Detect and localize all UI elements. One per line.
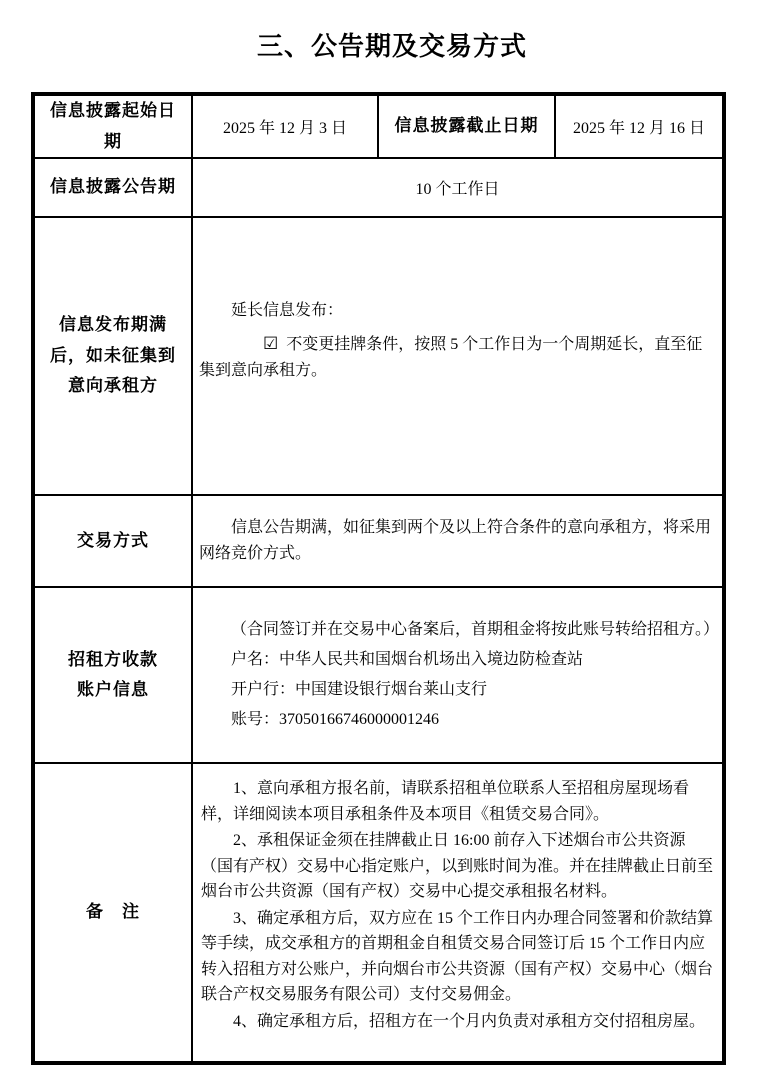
bank-name: 开户行：中国建设银行烟台莱山支行: [231, 681, 488, 699]
table-row: [33, 495, 724, 587]
table-row: [33, 94, 724, 158]
extension-content: [192, 217, 724, 495]
account-name: 户名：中华人民共和国烟台机场出入境边防检查站: [231, 651, 584, 669]
account-number: 账号：37050166746000001246: [231, 711, 440, 729]
extension-option-text: 不变更挂牌条件，按照 5 个工作日为一个周期延长，直至征集到意向承租方。: [199, 336, 703, 380]
disclosure-end-date-value: 2025 年 12 月 16 日: [555, 94, 724, 158]
disclosure-period-value: 10 个工作日: [192, 158, 724, 217]
transaction-method-content: [192, 495, 724, 587]
transaction-method-label: 交易方式: [33, 495, 192, 587]
checkbox-checked-icon: ☑: [263, 334, 279, 354]
table-row: [33, 158, 724, 217]
extension-label: 信息发布期满后，如未征集到意向承租方: [33, 217, 192, 495]
payee-account-content: [192, 587, 724, 763]
remarks-label: 备 注: [33, 763, 192, 1063]
extension-option-line: [199, 331, 714, 384]
disclosure-start-date-label: 信息披露起始日期: [33, 94, 192, 158]
section-title: 三、公告期及交易方式: [256, 32, 527, 61]
disclosure-end-date-label: 信息披露截止日期: [378, 94, 555, 158]
remark-item-3: 3、确定承租方后，双方应在 15 个工作日内办理合同签署和价款结算等手续，成交承租方的首期租金自租赁交易合同签订后 15 个工作日内应转入招租方对公账户，并向烟台市公共资源（国有产权）交易中心（烟台联合产权交易服务有限公司）支付交易佣金。: [201, 909, 714, 1004]
payee-account-label-text: 招租方收款账户信息: [68, 649, 158, 700]
announcement-table: [31, 92, 726, 1065]
table-row: [33, 217, 724, 495]
remarks-content: [192, 763, 724, 1063]
remark-item-4: 4、确定承租方后，招租方在一个月内负责对承租方交付招租房屋。: [233, 1012, 706, 1030]
disclosure-period-label: 信息披露公告期: [33, 158, 192, 217]
remark-item-1: 1、意向承租方报名前，请联系招租单位联系人至招租房屋现场看样，详细阅读本项目承租条件及本项目《租赁交易合同》。: [201, 780, 690, 823]
extension-intro: 延长信息发布：: [231, 302, 344, 320]
transaction-method-text: 信息公告期满，如征集到两个及以上符合条件的意向承租方，将采用网络竞价方式。: [199, 519, 712, 563]
payee-account-label: [33, 587, 192, 763]
table-row: [33, 587, 724, 763]
disclosure-start-date-value: 2025 年 12 月 3 日: [192, 94, 378, 158]
table-row: [33, 763, 724, 1063]
account-note: （合同签订并在交易中心备案后，首期租金将按此账号转给招租方。）: [231, 621, 720, 639]
remark-item-2: 2、承租保证金须在挂牌截止日 16:00 前存入下述烟台市公共资源（国有产权）交易中心指定账户，以到账时间为准。并在挂牌截止日前至烟台市公共资源（国有产权）交易中心提交承租报名材料。: [201, 832, 714, 901]
